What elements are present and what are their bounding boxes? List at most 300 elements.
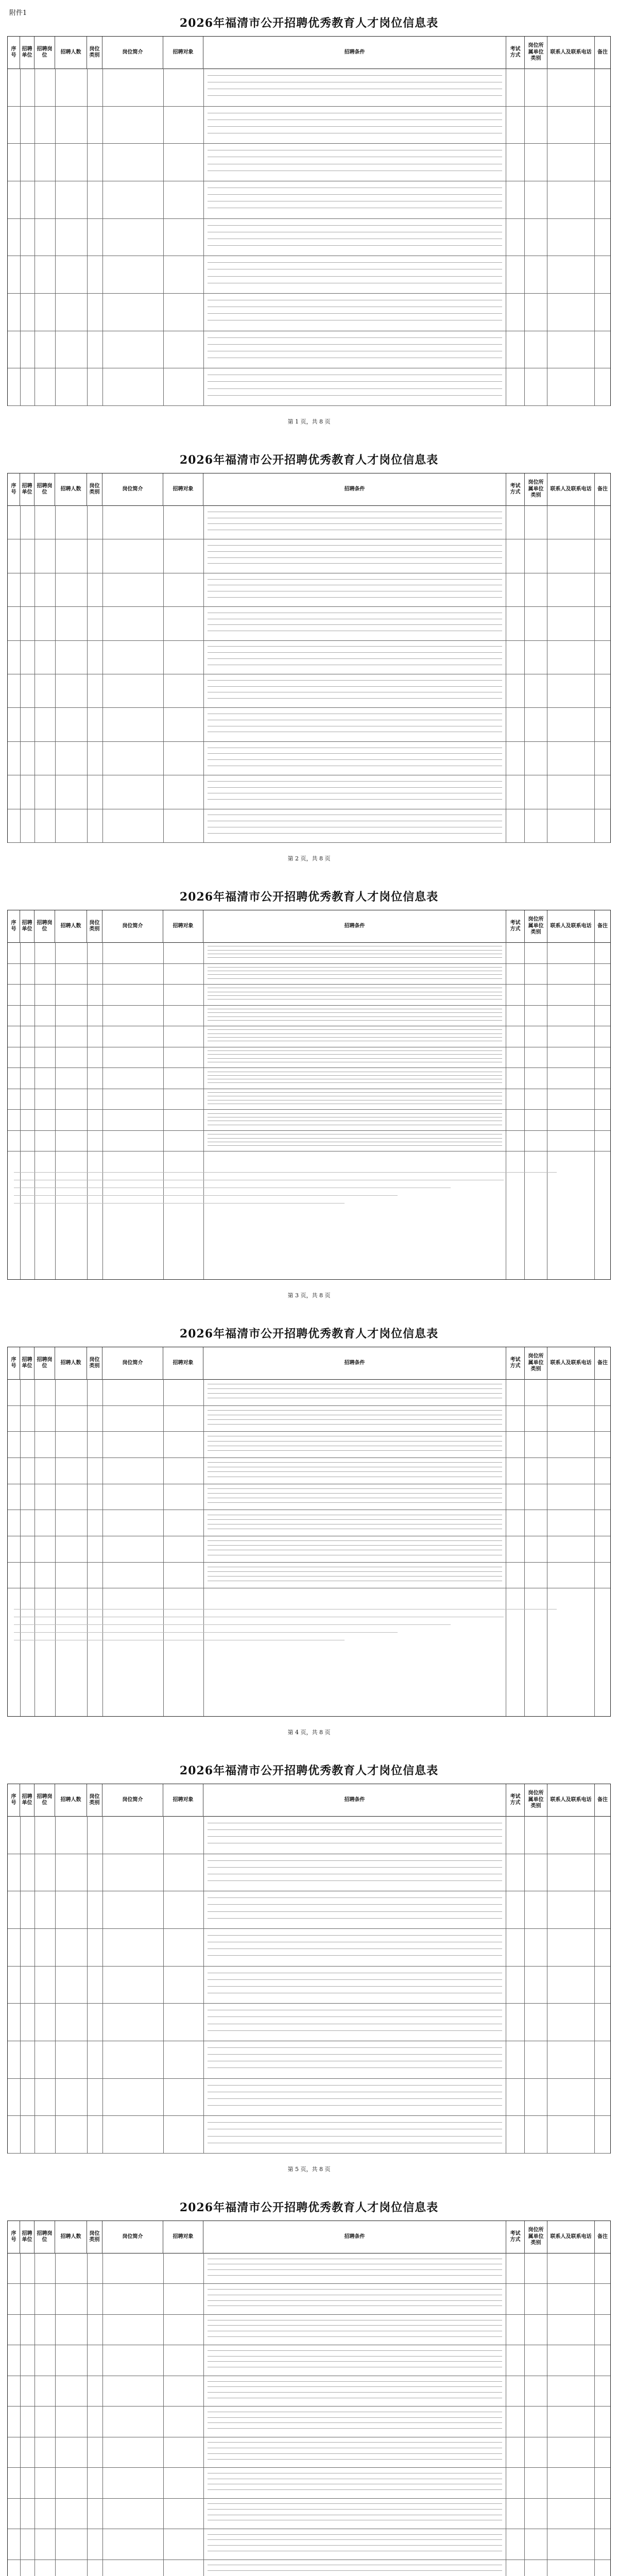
column-divider — [524, 69, 525, 405]
column-header: 岗位简介 — [102, 1347, 163, 1379]
text-line — [208, 2275, 502, 2276]
text-line — [208, 557, 502, 558]
column-header: 序号 — [8, 2221, 20, 2253]
column-header: 招聘条件 — [203, 1784, 506, 1816]
text-line — [208, 523, 502, 524]
table-row — [8, 331, 610, 369]
column-divider — [102, 942, 103, 1279]
text-line — [208, 1986, 502, 1987]
column-divider — [102, 1379, 103, 1716]
text-line — [208, 1979, 502, 1980]
column-divider — [594, 1379, 595, 1716]
text-line — [208, 1545, 502, 1546]
column-divider — [87, 69, 88, 405]
table-page — [0, 0, 618, 437]
column-header: 序号 — [8, 1784, 20, 1816]
column-divider — [203, 1816, 204, 2153]
text-line — [208, 1450, 502, 1451]
page-footer: 第 5 页，共 8 页 — [287, 2166, 331, 2173]
text-line — [208, 2136, 502, 2137]
table-row — [8, 2529, 610, 2560]
note-line — [14, 1203, 345, 1204]
text-line — [208, 95, 502, 96]
table-row — [8, 984, 610, 1006]
table-row — [8, 1928, 610, 1967]
column-divider — [102, 2253, 103, 2576]
table-row — [8, 2314, 610, 2345]
text-line — [208, 2428, 502, 2429]
table-row — [8, 1816, 610, 1854]
column-divider — [20, 2253, 21, 2576]
text-line — [208, 781, 502, 782]
text-line — [208, 1860, 502, 1861]
column-header: 序号 — [8, 1347, 20, 1379]
column-header: 岗位类别 — [87, 1784, 102, 1816]
table-row — [8, 1854, 610, 1892]
table-row — [8, 181, 610, 219]
column-header: 备注 — [597, 1360, 608, 1366]
text-line — [208, 337, 502, 338]
page-footer: 第 3 页，共 8 页 — [287, 1292, 331, 1299]
text-line — [208, 950, 502, 951]
table-row — [8, 775, 610, 809]
table-row — [8, 2376, 610, 2406]
column-header: 招聘岗位 — [35, 910, 55, 942]
text-line — [208, 1488, 502, 1489]
page-footer: 第 4 页，共 8 页 — [287, 1729, 331, 1736]
text-line — [208, 1033, 502, 1034]
column-header: 招聘单位 — [20, 37, 35, 69]
table-header-row — [8, 473, 610, 506]
text-line — [208, 1092, 502, 1093]
table-page — [0, 874, 618, 1311]
column-divider — [87, 942, 88, 1279]
column-divider — [203, 505, 204, 842]
text-line — [208, 388, 502, 389]
column-header: 序号 — [8, 37, 20, 69]
column-header: 岗位简介 — [102, 37, 163, 69]
table-page — [0, 1748, 618, 2184]
column-header: 序号 — [8, 473, 20, 505]
column-header: 招聘条件 — [203, 37, 506, 69]
text-line — [208, 1082, 502, 1083]
text-line — [208, 245, 502, 246]
text-line — [208, 75, 502, 76]
text-line — [208, 194, 502, 195]
column-divider — [163, 2253, 164, 2576]
text-line — [208, 1016, 502, 1017]
table-row — [8, 1089, 610, 1110]
table-title: 2026年福清市公开招聘优秀教育人才岗位信息表 — [179, 453, 439, 467]
column-divider — [594, 69, 595, 405]
text-line — [208, 126, 502, 127]
table-header-row — [8, 2221, 610, 2253]
note-line — [14, 1172, 557, 1173]
column-divider — [203, 2253, 204, 2576]
text-line — [208, 579, 502, 580]
column-header: 招聘条件 — [203, 1347, 506, 1379]
column-header: 招聘人数 — [55, 2221, 87, 2253]
column-header: 招聘条件 — [203, 473, 506, 505]
column-divider — [55, 69, 56, 405]
column-header: 招聘单位 — [20, 1784, 35, 1816]
column-header: 考试方式 — [506, 1347, 525, 1379]
column-header: 招聘对象 — [163, 1784, 203, 1816]
text-line — [208, 2016, 502, 2017]
column-divider — [594, 505, 595, 842]
text-line — [208, 344, 502, 345]
table-page — [0, 2184, 618, 2576]
column-header: 考试方式 — [506, 1784, 525, 1816]
column-header: 备注 — [597, 923, 608, 929]
table-row — [8, 1067, 610, 1089]
column-header: 岗位所属单位类别 — [525, 37, 547, 69]
table-row — [8, 2437, 610, 2468]
text-line — [208, 1058, 502, 1059]
text-line — [208, 1054, 502, 1055]
column-header: 招聘岗位 — [35, 1784, 55, 1816]
table-body — [8, 505, 610, 842]
table-title: 2026年福清市公开招聘优秀教育人才岗位信息表 — [179, 890, 439, 904]
column-header: 招聘单位 — [20, 473, 35, 505]
table-row — [8, 674, 610, 708]
text-line — [208, 995, 502, 996]
column-header: 招聘条件 — [203, 2221, 506, 2253]
table-row — [8, 1405, 610, 1432]
table-row — [8, 963, 610, 985]
table-row — [8, 1966, 610, 2004]
text-line — [208, 1020, 502, 1021]
text-line — [208, 1880, 502, 1881]
column-header: 招聘单位 — [20, 1347, 35, 1379]
column-header: 招聘对象 — [163, 910, 203, 942]
table-row — [8, 505, 610, 539]
table-row — [8, 539, 610, 573]
text-line — [208, 2453, 502, 2454]
column-divider — [524, 1379, 525, 1716]
column-divider — [594, 2253, 595, 2576]
text-line — [208, 2417, 502, 2418]
column-header: 备注 — [597, 1797, 608, 1803]
text-line — [208, 1836, 502, 1837]
table-body — [8, 1379, 610, 1716]
text-line — [208, 2122, 502, 2123]
table-title: 2026年福清市公开招聘优秀教育人才岗位信息表 — [179, 16, 439, 30]
job-table — [7, 36, 611, 406]
text-line — [208, 1410, 502, 1411]
column-divider — [20, 942, 21, 1279]
table-row — [8, 2467, 610, 2498]
text-line — [208, 2085, 502, 2086]
note-line — [14, 1632, 398, 1633]
table-row — [8, 573, 610, 607]
table-row — [8, 1562, 610, 1589]
text-line — [208, 787, 502, 788]
text-line — [208, 1519, 502, 1520]
text-line — [208, 658, 502, 659]
text-line — [208, 1571, 502, 1572]
text-line — [208, 2386, 502, 2387]
column-header: 招聘对象 — [163, 473, 203, 505]
column-header: 岗位所属单位类别 — [525, 473, 547, 505]
column-header: 招聘人数 — [55, 910, 87, 942]
text-line — [208, 1113, 502, 1114]
table-notes — [14, 1602, 604, 1648]
text-line — [208, 1393, 502, 1394]
column-divider — [203, 1379, 204, 1716]
text-line — [208, 1867, 502, 1868]
text-line — [208, 1493, 502, 1494]
table-body — [8, 69, 610, 405]
column-header: 联系人及联系电话 — [547, 1347, 595, 1379]
table-body — [8, 2253, 610, 2576]
job-table — [7, 1784, 611, 2154]
text-line — [208, 551, 502, 552]
text-line — [208, 698, 502, 699]
text-line — [208, 2098, 502, 2099]
text-line — [208, 978, 502, 979]
column-divider — [102, 505, 103, 842]
table-row — [8, 1484, 610, 1511]
text-line — [208, 799, 502, 800]
column-divider — [203, 942, 204, 1279]
column-header: 备注 — [597, 2233, 608, 2240]
table-body — [8, 1816, 610, 2153]
column-divider — [55, 2253, 56, 2576]
table-header-row — [8, 1347, 610, 1380]
column-divider — [524, 1816, 525, 2153]
table-header-row — [8, 910, 610, 943]
text-line — [208, 624, 502, 625]
column-divider — [55, 1816, 56, 2153]
table-row — [8, 1510, 610, 1536]
text-line — [208, 2269, 502, 2270]
text-line — [208, 1012, 502, 1013]
table-row — [8, 2041, 610, 2079]
text-line — [208, 276, 502, 277]
text-line — [208, 1029, 502, 1030]
column-header: 招聘条件 — [203, 910, 506, 942]
text-line — [208, 2545, 502, 2546]
column-divider — [163, 69, 164, 405]
column-divider — [87, 1379, 88, 1716]
table-row — [8, 368, 610, 406]
note-line — [14, 1195, 398, 1196]
text-line — [208, 2539, 502, 2540]
column-header: 岗位简介 — [102, 473, 163, 505]
column-divider — [55, 942, 56, 1279]
text-line — [208, 262, 502, 263]
text-line — [208, 2054, 502, 2055]
column-header: 岗位类别 — [87, 2221, 102, 2253]
text-line — [208, 1075, 502, 1076]
text-line — [208, 1037, 502, 1038]
column-header: 岗位所属单位类别 — [525, 1784, 547, 1816]
text-line — [208, 833, 502, 834]
table-row — [8, 741, 610, 775]
text-line — [208, 2442, 502, 2443]
text-line — [208, 2030, 502, 2031]
table-row — [8, 2283, 610, 2314]
text-line — [208, 1918, 502, 1919]
text-line — [208, 1424, 502, 1425]
text-line — [208, 1948, 502, 1949]
table-row — [8, 2498, 610, 2529]
table-title: 2026年福清市公开招聘优秀教育人才岗位信息表 — [179, 1764, 439, 1777]
table-title: 2026年福清市公开招聘优秀教育人才岗位信息表 — [179, 2201, 439, 2214]
text-line — [208, 2350, 502, 2351]
text-line — [208, 1502, 502, 1503]
text-line — [208, 680, 502, 681]
table-page — [0, 1311, 618, 1748]
column-divider — [163, 942, 164, 1279]
column-header: 招聘对象 — [163, 37, 203, 69]
column-header: 备注 — [597, 49, 608, 55]
table-row — [8, 1536, 610, 1563]
table-header-row — [8, 37, 610, 69]
text-line — [208, 652, 502, 653]
text-line — [208, 1897, 502, 1898]
column-divider — [55, 505, 56, 842]
column-header: 联系人及联系电话 — [547, 473, 595, 505]
column-header: 招聘岗位 — [35, 37, 55, 69]
text-line — [208, 2381, 502, 2382]
text-line — [208, 1955, 502, 1956]
job-table — [7, 473, 611, 843]
table-header-row — [8, 1784, 610, 1817]
column-divider — [594, 942, 595, 1279]
column-divider — [87, 1816, 88, 2153]
column-divider — [20, 505, 21, 842]
text-line — [208, 753, 502, 754]
text-line — [208, 395, 502, 396]
column-header: 岗位所属单位类别 — [525, 2221, 547, 2253]
column-divider — [20, 1816, 21, 2153]
column-header: 招聘人数 — [55, 473, 87, 505]
text-line — [208, 1050, 502, 1051]
table-row — [8, 942, 610, 964]
column-divider — [163, 1816, 164, 2153]
table-row — [8, 2345, 610, 2376]
column-divider — [524, 942, 525, 1279]
table-row — [8, 1026, 610, 1047]
text-line — [208, 225, 502, 226]
table-row — [8, 1109, 610, 1131]
column-header: 岗位类别 — [87, 473, 102, 505]
text-line — [208, 1904, 502, 1905]
table-row — [8, 1047, 610, 1069]
table-page — [0, 437, 618, 874]
column-divider — [55, 1379, 56, 1716]
page-footer: 第 1 页，共 8 页 — [287, 418, 331, 425]
text-line — [208, 2105, 502, 2106]
text-line — [208, 2392, 502, 2393]
table-row — [8, 1130, 610, 1152]
text-line — [208, 381, 502, 382]
table-row — [8, 143, 610, 181]
column-divider — [163, 505, 164, 842]
attachment-label: 附件1 — [9, 9, 27, 17]
column-divider — [87, 505, 88, 842]
text-line — [208, 2067, 502, 2068]
table-row — [8, 1005, 610, 1027]
text-line — [208, 759, 502, 760]
column-header: 岗位所属单位类别 — [525, 1347, 547, 1379]
text-line — [208, 2325, 502, 2326]
job-table — [7, 2221, 611, 2576]
text-line — [208, 2534, 502, 2535]
text-line — [208, 2047, 502, 2048]
text-line — [208, 2459, 502, 2460]
column-header: 岗位简介 — [102, 2221, 163, 2253]
column-divider — [20, 1379, 21, 1716]
table-row — [8, 69, 610, 107]
column-header: 岗位类别 — [87, 1347, 102, 1379]
table-row — [8, 2406, 610, 2437]
column-divider — [163, 1379, 164, 1716]
text-line — [208, 1829, 502, 1830]
table-row — [8, 218, 610, 257]
column-divider — [203, 69, 204, 405]
table-row — [8, 1431, 610, 1458]
column-header: 岗位类别 — [87, 910, 102, 942]
column-header: 联系人及联系电话 — [547, 1784, 595, 1816]
text-line — [208, 2503, 502, 2504]
table-row — [8, 1379, 610, 1406]
table-row — [8, 106, 610, 144]
column-header: 招聘对象 — [163, 2221, 203, 2253]
text-line — [208, 974, 502, 975]
table-row — [8, 256, 610, 294]
table-body — [8, 942, 610, 1279]
table-row — [8, 2253, 610, 2284]
page-footer: 第 2 页，共 8 页 — [287, 855, 331, 862]
column-divider — [524, 505, 525, 842]
text-line — [208, 646, 502, 647]
table-row — [8, 293, 610, 331]
text-line — [208, 2489, 502, 2490]
column-header: 联系人及联系电话 — [547, 2221, 595, 2253]
column-header: 联系人及联系电话 — [547, 37, 595, 69]
table-row — [8, 640, 610, 674]
text-line — [208, 1419, 502, 1420]
text-line — [208, 1441, 502, 1442]
text-line — [208, 2356, 502, 2357]
text-line — [208, 1462, 502, 1463]
text-line — [208, 545, 502, 546]
table-row — [8, 2078, 610, 2116]
text-line — [208, 2509, 502, 2510]
text-line — [208, 1576, 502, 1577]
column-header: 考试方式 — [506, 473, 525, 505]
text-line — [208, 2361, 502, 2362]
column-header: 招聘单位 — [20, 2221, 35, 2253]
column-header: 联系人及联系电话 — [547, 910, 595, 942]
column-divider — [594, 1816, 595, 2153]
column-header: 备注 — [597, 486, 608, 492]
column-header: 考试方式 — [506, 2221, 525, 2253]
column-divider — [102, 69, 103, 405]
column-header: 招聘对象 — [163, 1347, 203, 1379]
text-line — [208, 2289, 502, 2290]
column-header: 招聘岗位 — [35, 473, 55, 505]
table-row — [8, 707, 610, 741]
text-line — [208, 686, 502, 687]
column-header: 岗位简介 — [102, 1784, 163, 1816]
text-line — [208, 563, 502, 564]
column-header: 岗位类别 — [87, 37, 102, 69]
text-line — [208, 1388, 502, 1389]
